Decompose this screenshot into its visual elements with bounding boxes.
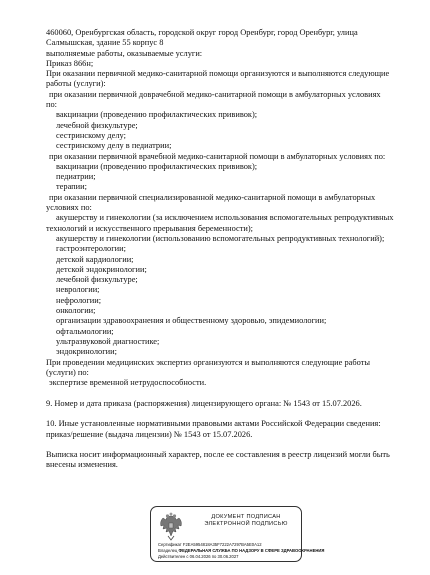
- text-line: сестринскому делу в педиатрии;: [56, 141, 172, 151]
- text-line: 460060, Оренбургская область, городской округ город Оренбург, город Оренбург, улица: [46, 28, 358, 37]
- text-line: (услуги) по:: [46, 367, 89, 377]
- text-line: педиатрии;: [56, 172, 96, 182]
- text-line: Приказ 866н;: [46, 58, 94, 68]
- text-line: внесены изменения.: [46, 460, 118, 470]
- e-signature-stamp: [150, 506, 325, 562]
- text-line: лечебной физкультуре;: [56, 275, 138, 285]
- text-line: эндокринологии;: [56, 347, 117, 357]
- text-line: офтальмологии;: [56, 326, 114, 336]
- stamp-certificate-value: F2EA5954818A35F7222A7297BA5E0A12: [182, 542, 262, 547]
- text-line: выполняемые работы, оказываемые услуги:: [46, 48, 203, 58]
- text-line: онкологии;: [56, 306, 96, 316]
- text-line: по:: [46, 100, 57, 110]
- stamp-owner-value: ФЕДЕРАЛЬНАЯ СЛУЖБА ПО НАДЗОРУ В СФЕРЕ ЗДРАВООХРАНЕНИЯ: [178, 548, 325, 553]
- text-line: вакцинации (проведению профилактических прививок);: [56, 110, 258, 120]
- text-line: детской эндокринологии;: [56, 264, 147, 274]
- text-line: приказ/решение (выдача лицензии) № 1543 от 15.07.2026.: [46, 429, 253, 439]
- stamp-title-line2: ЭЛЕКТРОННОЙ ПОДПИСЬЮ: [204, 520, 288, 527]
- text-line: организации здравоохранения и общественному здоровью, эпидемиологии;: [56, 316, 327, 326]
- text-line: неврологии;: [56, 285, 100, 295]
- text-line: при оказании первичной доврачебной медико-санитарной помощи в амбулаторных условиях: [49, 89, 381, 99]
- stamp-valid-value: с 06.04.2026 по 30.06.2027: [186, 554, 239, 559]
- stamp-certificate-row: Сертификат F2EA5954818A35F7222A7297BA5E0A12: [158, 542, 262, 547]
- text-line: терапии;: [56, 182, 87, 192]
- text-line: нефрологии;: [56, 295, 102, 305]
- stamp-title-line1: ДОКУМЕНТ ПОДПИСАН: [211, 514, 281, 520]
- text-line: экспертизе временной нетрудоспособности.: [49, 378, 207, 388]
- stamp-owner-row: Владелец ФЕДЕРАЛЬНАЯ СЛУЖБА ПО НАДЗОРУ В СФЕРЕ ЗДРАВООХРАНЕНИЯ: [158, 548, 325, 553]
- text-line: технологий и искусственного прерывания беременности);: [46, 223, 253, 233]
- text-line: детской кардиологии;: [56, 254, 134, 264]
- text-line: акушерству и гинекологии (использованию вспомогательных репродуктивных технологий);: [56, 233, 385, 243]
- blank-line: [46, 409, 406, 419]
- text-line: ультразвуковой диагностике;: [56, 336, 160, 346]
- blank-line: [46, 388, 406, 398]
- text-line: условиях по:: [46, 203, 92, 213]
- text-line: гастроэнтерологии;: [56, 244, 126, 254]
- text-line: при оказании первичной специализированной медико-санитарной помощи в амбулаторных: [49, 192, 376, 202]
- document-body: [46, 28, 406, 471]
- coat-of-arms-icon: [157, 512, 185, 542]
- stamp-valid-row: Действителен с 06.04.2026 по 30.06.2027: [158, 554, 239, 559]
- text-line: работы (услуги):: [46, 79, 106, 89]
- text-line: при оказании первичной врачебной медико-санитарной помощи в амбулаторных условиях по:: [49, 151, 386, 161]
- text-line: сестринскому делу;: [56, 130, 126, 140]
- text-line: лечебной физкультуре;: [56, 120, 138, 130]
- text-line: акушерству и гинекологии (за исключением использования вспомогательных репродуктивных: [56, 213, 394, 223]
- text-line: вакцинации (проведению профилактических прививок);: [56, 161, 258, 171]
- text-line: Салмышская, здание 55 корпус 8: [46, 38, 164, 48]
- text-line: 9. Номер и дата приказа (распоряжения) лицензирующего органа: № 1543 от 15.07.2026.: [46, 398, 362, 408]
- text-line: Выписка носит информационный характер, после ее составления в реестр лицензий могли быть: [46, 450, 390, 460]
- text-line: При проведении медицинских экспертиз организуются и выполняются следующие работы: [46, 357, 370, 367]
- text-line: 10. Иные установленные нормативными правовыми актами Российской Федерации сведения:: [46, 419, 381, 429]
- text-line: При оказании первичной медико-санитарной помощи организуются и выполняются следующие: [46, 69, 390, 79]
- blank-line: [46, 440, 406, 450]
